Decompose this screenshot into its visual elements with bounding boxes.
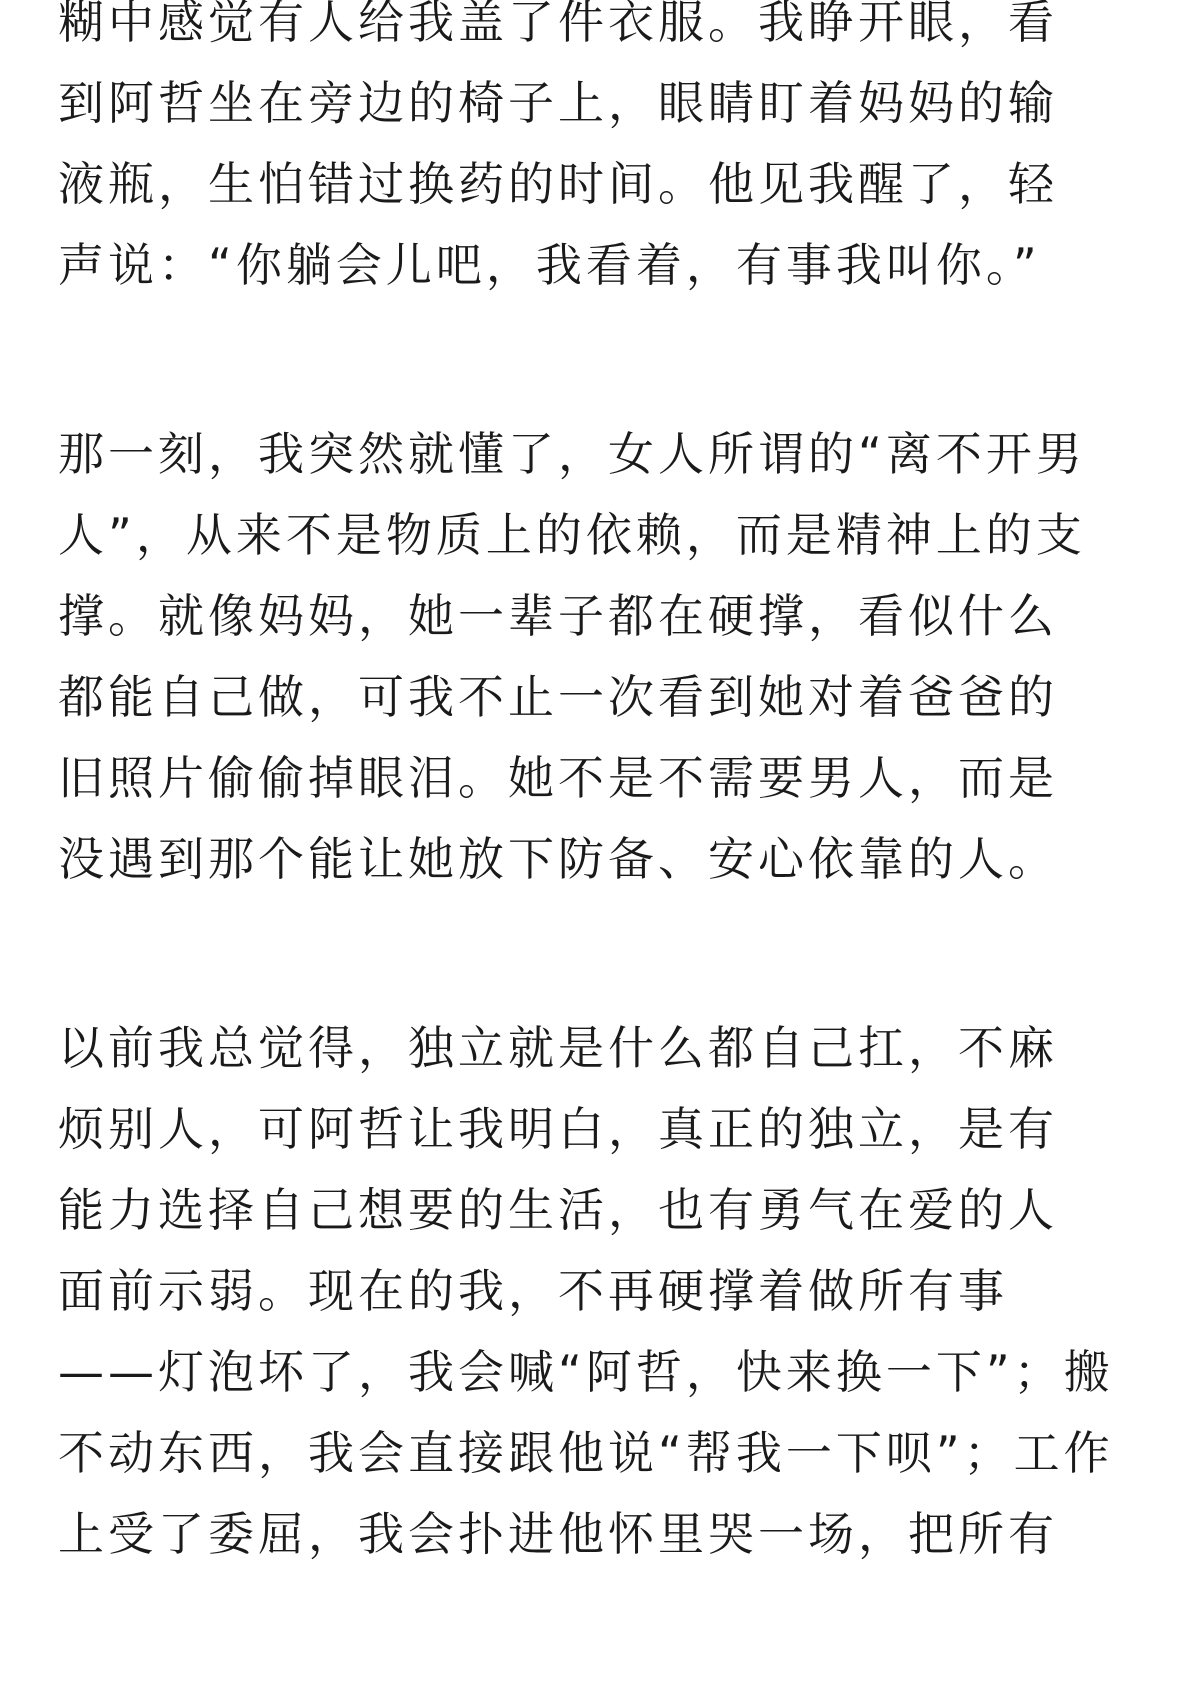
text-line: 不动东西，我会直接跟他说“帮我一下呗”；工作: [58, 1426, 1114, 1480]
text-line: 液瓶，生怕错过换药的时间。他见我醒了，轻: [58, 157, 1058, 211]
text-line: 那一刻，我突然就懂了，女人所谓的“离不开男: [58, 427, 1086, 481]
text-line: 糊中感觉有人给我盖了件衣服。我睁开眼，看: [58, 0, 1058, 49]
text-line: 都能自己做，可我不止一次看到她对着爸爸的: [58, 670, 1058, 724]
article-body: [58, 0, 1118, 1575]
text-line: 到阿哲坐在旁边的椅子上，眼睛盯着妈妈的输: [58, 76, 1058, 130]
text-line: 上受了委屈，我会扑进他怀里哭一场，把所有: [58, 1507, 1058, 1561]
paragraph-gap: [58, 306, 1118, 414]
text-line: 以前我总觉得，独立就是什么都自己扛，不麻: [58, 1021, 1058, 1075]
text-line: ——灯泡坏了，我会喊“阿哲，快来换一下”；搬: [58, 1345, 1114, 1399]
text-line: 烦别人，可阿哲让我明白，真正的独立，是有: [58, 1102, 1058, 1156]
paragraph-1: [58, 0, 1118, 306]
paragraph-gap: [58, 900, 1118, 1008]
text-line: 撑。就像妈妈，她一辈子都在硬撑，看似什么: [58, 589, 1058, 643]
text-line: 没遇到那个能让她放下防备、安心依靠的人。: [58, 832, 1058, 886]
paragraph-3: [58, 1008, 1118, 1575]
text-line: 面前示弱。现在的我，不再硬撑着做所有事: [58, 1264, 1008, 1318]
text-line: 人”，从来不是物质上的依赖，而是精神上的支: [58, 508, 1086, 562]
text-line: 能力选择自己想要的生活，也有勇气在爱的人: [58, 1183, 1058, 1237]
text-line: 旧照片偷偷掉眼泪。她不是不需要男人，而是: [58, 751, 1058, 805]
paragraph-2: [58, 414, 1118, 900]
text-line: 声说：“你躺会儿吧，我看着，有事我叫你。”: [58, 238, 1041, 292]
